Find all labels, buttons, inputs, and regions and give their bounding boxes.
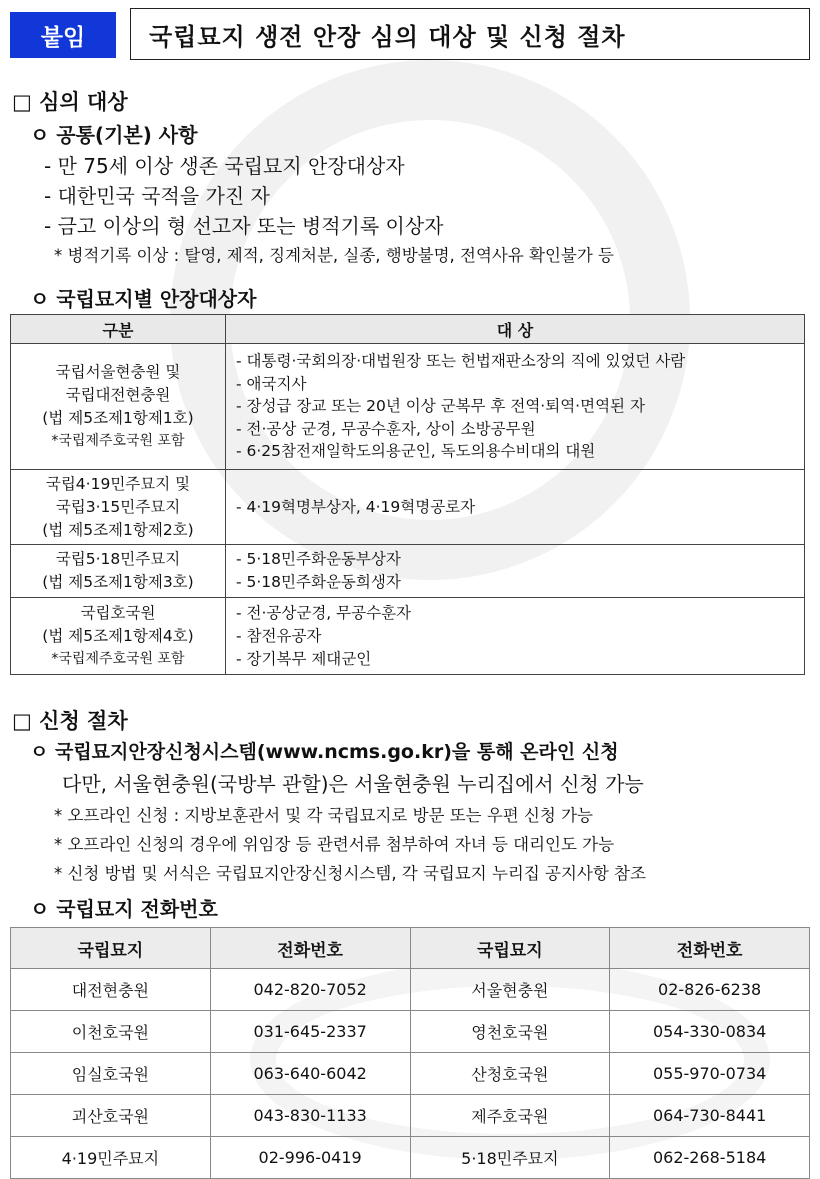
phone-number: 055-970-0734 [610,1053,810,1095]
category-cell [11,344,226,470]
document-title: 국립묘지 생전 안장 심의 대상 및 신청 절차 [130,8,810,60]
target-line: - 전·공상 군경, 무공수훈자, 상이 소방공무원 [236,419,536,438]
table-row [11,969,810,1011]
phone-table [10,927,810,1179]
section-heading-procedure: □ 신청 절차 [12,709,128,733]
online-application-heading: ㅇ 국립묘지안장신청시스템(www.ncms.go.kr)을 통해 온라인 신청 [30,741,619,763]
cemetery-name: 4·19민주묘지 [11,1137,211,1179]
target-line: - 5·18민주화운동부상자 [236,550,401,568]
category-line: (법 제5조제1항제3호) [42,573,194,591]
category-line: (법 제5조제1항제1호) [42,408,194,427]
targets-cell [226,344,805,470]
phone-number: 043-830-1133 [210,1095,410,1137]
target-line: - 6·25참전재일학도의용군인, 독도의용수비대의 대원 [236,442,596,461]
category-cell [11,545,226,598]
phone-number: 054-330-0834 [610,1011,810,1053]
target-line: - 애국지사 [236,374,307,393]
phone-number: 02-826-6238 [610,969,810,1011]
target-line: - 장성급 장교 또는 20년 이상 군복무 후 전역·퇴역·면역된 자 [236,397,645,416]
requirement-item: - 금고 이상의 형 선고자 또는 병적기록 이상자 [44,214,444,238]
category-line: *국립제주호국원 포함 [51,432,185,449]
attachment-tag: 붙임 [10,12,116,58]
table-row [11,1095,810,1137]
target-line: - 4·19혁명부상자, 4·19혁명공로자 [236,498,476,516]
table-row [11,1137,810,1179]
target-line: - 5·18민주화운동희생자 [236,573,401,591]
cemetery-name: 이천호국원 [11,1011,211,1053]
military-record-note: * 병적기록 이상 : 탈영, 제적, 징계처분, 실종, 행방불명, 전역사유 확인불가 등 [54,246,614,265]
table-row [11,598,805,675]
category-cell [11,470,226,545]
phone-number: 042-820-7052 [210,969,410,1011]
column-header: 대 상 [226,315,805,344]
category-line: 국립5·18민주묘지 [55,550,181,568]
column-header: 구분 [11,315,226,344]
table-header-row [11,928,810,969]
phone-number: 031-645-2337 [210,1011,410,1053]
target-line: - 장기복무 제대군인 [236,649,372,668]
online-application-note: 다만, 서울현충원(국방부 관할)은 서울현충원 누리집에서 신청 가능 [62,772,644,796]
application-note: * 신청 방법 및 서식은 국립묘지안장신청시스템, 각 국립묘지 누리집 공지사항 참조 [54,864,646,883]
category-line: 국립호국원 [80,603,156,622]
category-line: *국립제주호국원 포함 [51,650,185,667]
column-header: 국립묘지 [11,928,211,969]
category-line: (법 제5조제1항제4호) [42,626,194,645]
application-note: * 오프라인 신청의 경우에 위임장 등 관련서류 첨부하여 자녀 등 대리인도 가능 [54,835,615,854]
category-cell [11,598,226,675]
column-header: 국립묘지 [410,928,610,969]
category-line: 국립대전현충원 [65,385,171,404]
category-line: 국립서울현충원 및 [55,362,181,381]
targets-cell [226,545,805,598]
requirement-item: - 만 75세 이상 생존 국립묘지 안장대상자 [44,154,405,178]
phone-number: 063-640-6042 [210,1053,410,1095]
target-line: - 참전유공자 [236,626,322,645]
cemetery-name: 서울현충원 [410,969,610,1011]
category-line: 국립4·19민주묘지 및 [45,474,191,493]
cemetery-name: 대전현충원 [11,969,211,1011]
eligibility-table [10,314,805,675]
column-header: 전화번호 [210,928,410,969]
document-header [10,8,810,62]
phone-numbers-heading: ㅇ 국립묘지 전화번호 [30,897,218,921]
phone-number: 064-730-8441 [610,1095,810,1137]
phone-number: 062-268-5184 [610,1137,810,1179]
category-line: 국립3·15민주묘지 [55,497,181,516]
table-row [11,344,805,470]
cemetery-name: 5·18민주묘지 [410,1137,610,1179]
target-line: - 대통령·국회의장·대법원장 또는 헌법재판소장의 직에 있었던 사람 [236,352,686,371]
cemetery-name: 영천호국원 [410,1011,610,1053]
targets-cell [226,470,805,545]
cemetery-name: 산청호국원 [410,1053,610,1095]
table-row [11,1053,810,1095]
common-requirements-heading: ㅇ 공통(기본) 사항 [30,123,198,147]
phone-number: 02-996-0419 [210,1137,410,1179]
table-row [11,470,805,545]
table-header-row [11,315,805,344]
targets-cell [226,598,805,675]
section-heading-eligibility: □ 심의 대상 [12,90,128,114]
cemetery-name: 제주호국원 [410,1095,610,1137]
application-note: * 오프라인 신청 : 지방보훈관서 및 각 국립묘지로 방문 또는 우편 신청 가능 [54,806,593,825]
category-line: (법 제5조제1항제2호) [42,520,194,539]
cemetery-name: 괴산호국원 [11,1095,211,1137]
table-row [11,545,805,598]
target-line: - 전·공상군경, 무공수훈자 [236,603,412,622]
cemetery-name: 임실호국원 [11,1053,211,1095]
requirement-item: - 대한민국 국적을 가진 자 [44,184,270,208]
cemetery-eligibility-heading: ㅇ 국립묘지별 안장대상자 [30,287,257,311]
column-header: 전화번호 [610,928,810,969]
table-row [11,1011,810,1053]
